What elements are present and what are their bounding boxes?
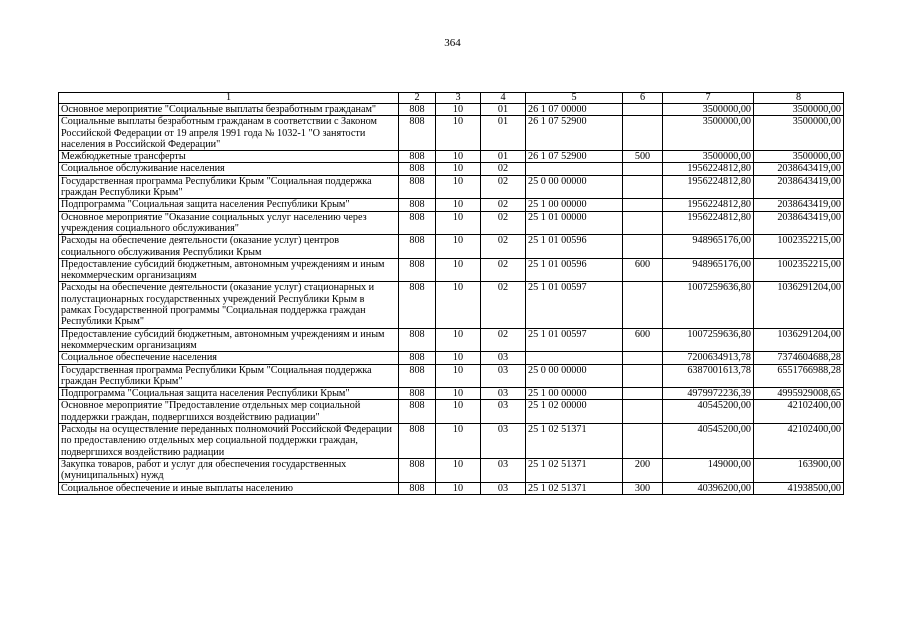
row-name-cell: Расходы на обеспечение деятельности (оказание услуг) стационарных и полустационарных государственных учреждений Республики Крым в рамках Государственной программы "Социальная поддержка граждан Республики Крым" xyxy=(59,282,399,328)
col-header: 1 xyxy=(59,93,399,104)
col-header: 2 xyxy=(399,93,436,104)
ved-code-cell: 808 xyxy=(399,328,436,352)
amount-year1-cell: 3500000,00 xyxy=(663,116,754,151)
page-number: 364 xyxy=(444,37,461,49)
subsection-code-cell: 01 xyxy=(481,104,526,116)
subsection-code-cell: 02 xyxy=(481,199,526,211)
target-article-cell: 25 1 01 00597 xyxy=(526,328,623,352)
ved-code-cell: 808 xyxy=(399,199,436,211)
header-row xyxy=(59,93,844,104)
amount-year2-cell: 2038643419,00 xyxy=(754,211,844,235)
target-article-cell: 25 0 00 00000 xyxy=(526,364,623,388)
section-code-cell: 10 xyxy=(436,328,481,352)
amount-year2-cell: 1036291204,00 xyxy=(754,328,844,352)
row-name-cell: Государственная программа Республики Крым "Социальная поддержка граждан Республики Крым" xyxy=(59,175,399,199)
ved-code-cell: 808 xyxy=(399,458,436,482)
expense-type-cell xyxy=(623,400,663,424)
amount-year2-cell: 1002352215,00 xyxy=(754,235,844,259)
amount-year1-cell: 4979972236,39 xyxy=(663,388,754,400)
amount-year2-cell: 4995929008,65 xyxy=(754,388,844,400)
section-code-cell: 10 xyxy=(436,199,481,211)
target-article-cell: 26 1 07 52900 xyxy=(526,116,623,151)
ved-code-cell: 808 xyxy=(399,175,436,199)
expense-type-cell xyxy=(623,282,663,328)
amount-year1-cell: 1956224812,80 xyxy=(663,211,754,235)
amount-year2-cell: 2038643419,00 xyxy=(754,175,844,199)
col-header: 6 xyxy=(623,93,663,104)
amount-year1-cell: 948965176,00 xyxy=(663,258,754,282)
amount-year1-cell: 3500000,00 xyxy=(663,151,754,163)
subsection-code-cell: 02 xyxy=(481,235,526,259)
target-article-cell: 25 1 02 00000 xyxy=(526,400,623,424)
row-name-cell: Подпрограмма "Социальная защита населения Республики Крым" xyxy=(59,388,399,400)
table-row xyxy=(59,258,844,282)
table-row xyxy=(59,458,844,482)
ved-code-cell: 808 xyxy=(399,388,436,400)
expense-type-cell: 600 xyxy=(623,258,663,282)
table-row xyxy=(59,104,844,116)
row-name-cell: Социальное обеспечение населения xyxy=(59,352,399,364)
target-article-cell: 25 1 00 00000 xyxy=(526,199,623,211)
row-name-cell: Основное мероприятие "Предоставление отдельных мер социальной поддержки граждан, подвергшихся воздействию радиации" xyxy=(59,400,399,424)
target-article-cell: 26 1 07 52900 xyxy=(526,151,623,163)
ved-code-cell: 808 xyxy=(399,352,436,364)
row-name-cell: Предоставление субсидий бюджетным, автономным учреждениям и иным некоммерческим организациям xyxy=(59,258,399,282)
table-row xyxy=(59,352,844,364)
ved-code-cell: 808 xyxy=(399,258,436,282)
target-article-cell xyxy=(526,352,623,364)
section-code-cell: 10 xyxy=(436,211,481,235)
amount-year1-cell: 40545200,00 xyxy=(663,424,754,459)
ved-code-cell: 808 xyxy=(399,282,436,328)
section-code-cell: 10 xyxy=(436,388,481,400)
expense-type-cell xyxy=(623,116,663,151)
expense-type-cell xyxy=(623,388,663,400)
subsection-code-cell: 02 xyxy=(481,282,526,328)
subsection-code-cell: 02 xyxy=(481,211,526,235)
section-code-cell: 10 xyxy=(436,116,481,151)
amount-year2-cell: 1036291204,00 xyxy=(754,282,844,328)
section-code-cell: 10 xyxy=(436,400,481,424)
expense-type-cell: 300 xyxy=(623,482,663,494)
section-code-cell: 10 xyxy=(436,482,481,494)
amount-year2-cell: 3500000,00 xyxy=(754,116,844,151)
table-body xyxy=(59,104,844,495)
section-code-cell: 10 xyxy=(436,424,481,459)
ved-code-cell: 808 xyxy=(399,104,436,116)
expense-type-cell: 500 xyxy=(623,151,663,163)
subsection-code-cell: 03 xyxy=(481,458,526,482)
target-article-cell xyxy=(526,163,623,175)
table-row xyxy=(59,282,844,328)
target-article-cell: 25 1 02 51371 xyxy=(526,458,623,482)
subsection-code-cell: 02 xyxy=(481,328,526,352)
section-code-cell: 10 xyxy=(436,151,481,163)
amount-year2-cell: 6551766988,28 xyxy=(754,364,844,388)
table-row xyxy=(59,328,844,352)
row-name-cell: Основное мероприятие "Оказание социальных услуг населению через учреждения социального обслуживания" xyxy=(59,211,399,235)
subsection-code-cell: 03 xyxy=(481,388,526,400)
expense-type-cell xyxy=(623,424,663,459)
subsection-code-cell: 02 xyxy=(481,258,526,282)
col-header: 7 xyxy=(663,93,754,104)
amount-year2-cell: 1002352215,00 xyxy=(754,258,844,282)
target-article-cell: 25 1 01 00000 xyxy=(526,211,623,235)
amount-year2-cell: 163900,00 xyxy=(754,458,844,482)
subsection-code-cell: 03 xyxy=(481,482,526,494)
amount-year2-cell: 42102400,00 xyxy=(754,400,844,424)
row-name-cell: Государственная программа Республики Крым "Социальная поддержка граждан Республики Крым" xyxy=(59,364,399,388)
table-row xyxy=(59,116,844,151)
ved-code-cell: 808 xyxy=(399,151,436,163)
target-article-cell: 25 1 01 00596 xyxy=(526,235,623,259)
col-header: 5 xyxy=(526,93,623,104)
section-code-cell: 10 xyxy=(436,364,481,388)
amount-year1-cell: 1956224812,80 xyxy=(663,199,754,211)
subsection-code-cell: 01 xyxy=(481,151,526,163)
ved-code-cell: 808 xyxy=(399,116,436,151)
expense-type-cell xyxy=(623,364,663,388)
row-name-cell: Межбюджетные трансферты xyxy=(59,151,399,163)
row-name-cell: Расходы на осуществление переданных полномочий Российской Федерации по предоставлению отдельных мер социальной поддержки граждан, подвергшихся воздействию радиации xyxy=(59,424,399,459)
ved-code-cell: 808 xyxy=(399,400,436,424)
row-name-cell: Подпрограмма "Социальная защита населения Республики Крым" xyxy=(59,199,399,211)
expense-type-cell xyxy=(623,199,663,211)
amount-year2-cell: 2038643419,00 xyxy=(754,163,844,175)
subsection-code-cell: 03 xyxy=(481,400,526,424)
subsection-code-cell: 03 xyxy=(481,364,526,388)
table-row xyxy=(59,482,844,494)
target-article-cell: 25 1 01 00596 xyxy=(526,258,623,282)
expense-type-cell xyxy=(623,104,663,116)
amount-year2-cell: 41938500,00 xyxy=(754,482,844,494)
target-article-cell: 26 1 07 00000 xyxy=(526,104,623,116)
expense-type-cell: 200 xyxy=(623,458,663,482)
expense-type-cell: 600 xyxy=(623,328,663,352)
section-code-cell: 10 xyxy=(436,104,481,116)
expense-type-cell xyxy=(623,175,663,199)
expense-type-cell xyxy=(623,163,663,175)
table-row xyxy=(59,151,844,163)
row-name-cell: Основное мероприятие "Социальные выплаты безработным гражданам" xyxy=(59,104,399,116)
amount-year1-cell: 1007259636,80 xyxy=(663,328,754,352)
section-code-cell: 10 xyxy=(436,258,481,282)
table-row xyxy=(59,400,844,424)
table-row xyxy=(59,424,844,459)
row-name-cell: Социальное обеспечение и иные выплаты населению xyxy=(59,482,399,494)
ved-code-cell: 808 xyxy=(399,424,436,459)
ved-code-cell: 808 xyxy=(399,364,436,388)
subsection-code-cell: 02 xyxy=(481,163,526,175)
ved-code-cell: 808 xyxy=(399,482,436,494)
budget-table xyxy=(58,92,844,495)
amount-year1-cell: 1007259636,80 xyxy=(663,282,754,328)
table-row xyxy=(59,364,844,388)
target-article-cell: 25 1 01 00597 xyxy=(526,282,623,328)
subsection-code-cell: 03 xyxy=(481,352,526,364)
section-code-cell: 10 xyxy=(436,458,481,482)
ved-code-cell: 808 xyxy=(399,211,436,235)
section-code-cell: 10 xyxy=(436,235,481,259)
section-code-cell: 10 xyxy=(436,175,481,199)
ved-code-cell: 808 xyxy=(399,235,436,259)
amount-year1-cell: 149000,00 xyxy=(663,458,754,482)
col-header: 8 xyxy=(754,93,844,104)
amount-year1-cell: 1956224812,80 xyxy=(663,175,754,199)
amount-year1-cell: 6387001613,78 xyxy=(663,364,754,388)
amount-year2-cell: 2038643419,00 xyxy=(754,199,844,211)
section-code-cell: 10 xyxy=(436,163,481,175)
row-name-cell: Социальные выплаты безработным гражданам в соответствии с Законом Российской Федерации от 19 апреля 1991 года № 1032-1 "О занятости населения в Российской Федерации" xyxy=(59,116,399,151)
row-name-cell: Закупка товаров, работ и услуг для обеспечения государственных (муниципальных) нужд xyxy=(59,458,399,482)
amount-year2-cell: 7374604688,28 xyxy=(754,352,844,364)
amount-year1-cell: 40396200,00 xyxy=(663,482,754,494)
table-row xyxy=(59,175,844,199)
table-row xyxy=(59,199,844,211)
target-article-cell: 25 0 00 00000 xyxy=(526,175,623,199)
subsection-code-cell: 01 xyxy=(481,116,526,151)
amount-year1-cell: 3500000,00 xyxy=(663,104,754,116)
col-header: 3 xyxy=(436,93,481,104)
section-code-cell: 10 xyxy=(436,352,481,364)
target-article-cell: 25 1 02 51371 xyxy=(526,424,623,459)
table-row xyxy=(59,211,844,235)
table-row xyxy=(59,163,844,175)
amount-year1-cell: 1956224812,80 xyxy=(663,163,754,175)
amount-year1-cell: 7200634913,78 xyxy=(663,352,754,364)
target-article-cell: 25 1 02 51371 xyxy=(526,482,623,494)
target-article-cell: 25 1 00 00000 xyxy=(526,388,623,400)
subsection-code-cell: 02 xyxy=(481,175,526,199)
amount-year2-cell: 42102400,00 xyxy=(754,424,844,459)
section-code-cell: 10 xyxy=(436,282,481,328)
table-row xyxy=(59,235,844,259)
row-name-cell: Предоставление субсидий бюджетным, автономным учреждениям и иным некоммерческим организациям xyxy=(59,328,399,352)
amount-year1-cell: 40545200,00 xyxy=(663,400,754,424)
row-name-cell: Расходы на обеспечение деятельности (оказание услуг) центров социального обслуживания Республики Крым xyxy=(59,235,399,259)
expense-type-cell xyxy=(623,352,663,364)
amount-year2-cell: 3500000,00 xyxy=(754,151,844,163)
amount-year2-cell: 3500000,00 xyxy=(754,104,844,116)
ved-code-cell: 808 xyxy=(399,163,436,175)
amount-year1-cell: 948965176,00 xyxy=(663,235,754,259)
col-header: 4 xyxy=(481,93,526,104)
subsection-code-cell: 03 xyxy=(481,424,526,459)
expense-type-cell xyxy=(623,211,663,235)
expense-type-cell xyxy=(623,235,663,259)
row-name-cell: Социальное обслуживание населения xyxy=(59,163,399,175)
table-row xyxy=(59,388,844,400)
